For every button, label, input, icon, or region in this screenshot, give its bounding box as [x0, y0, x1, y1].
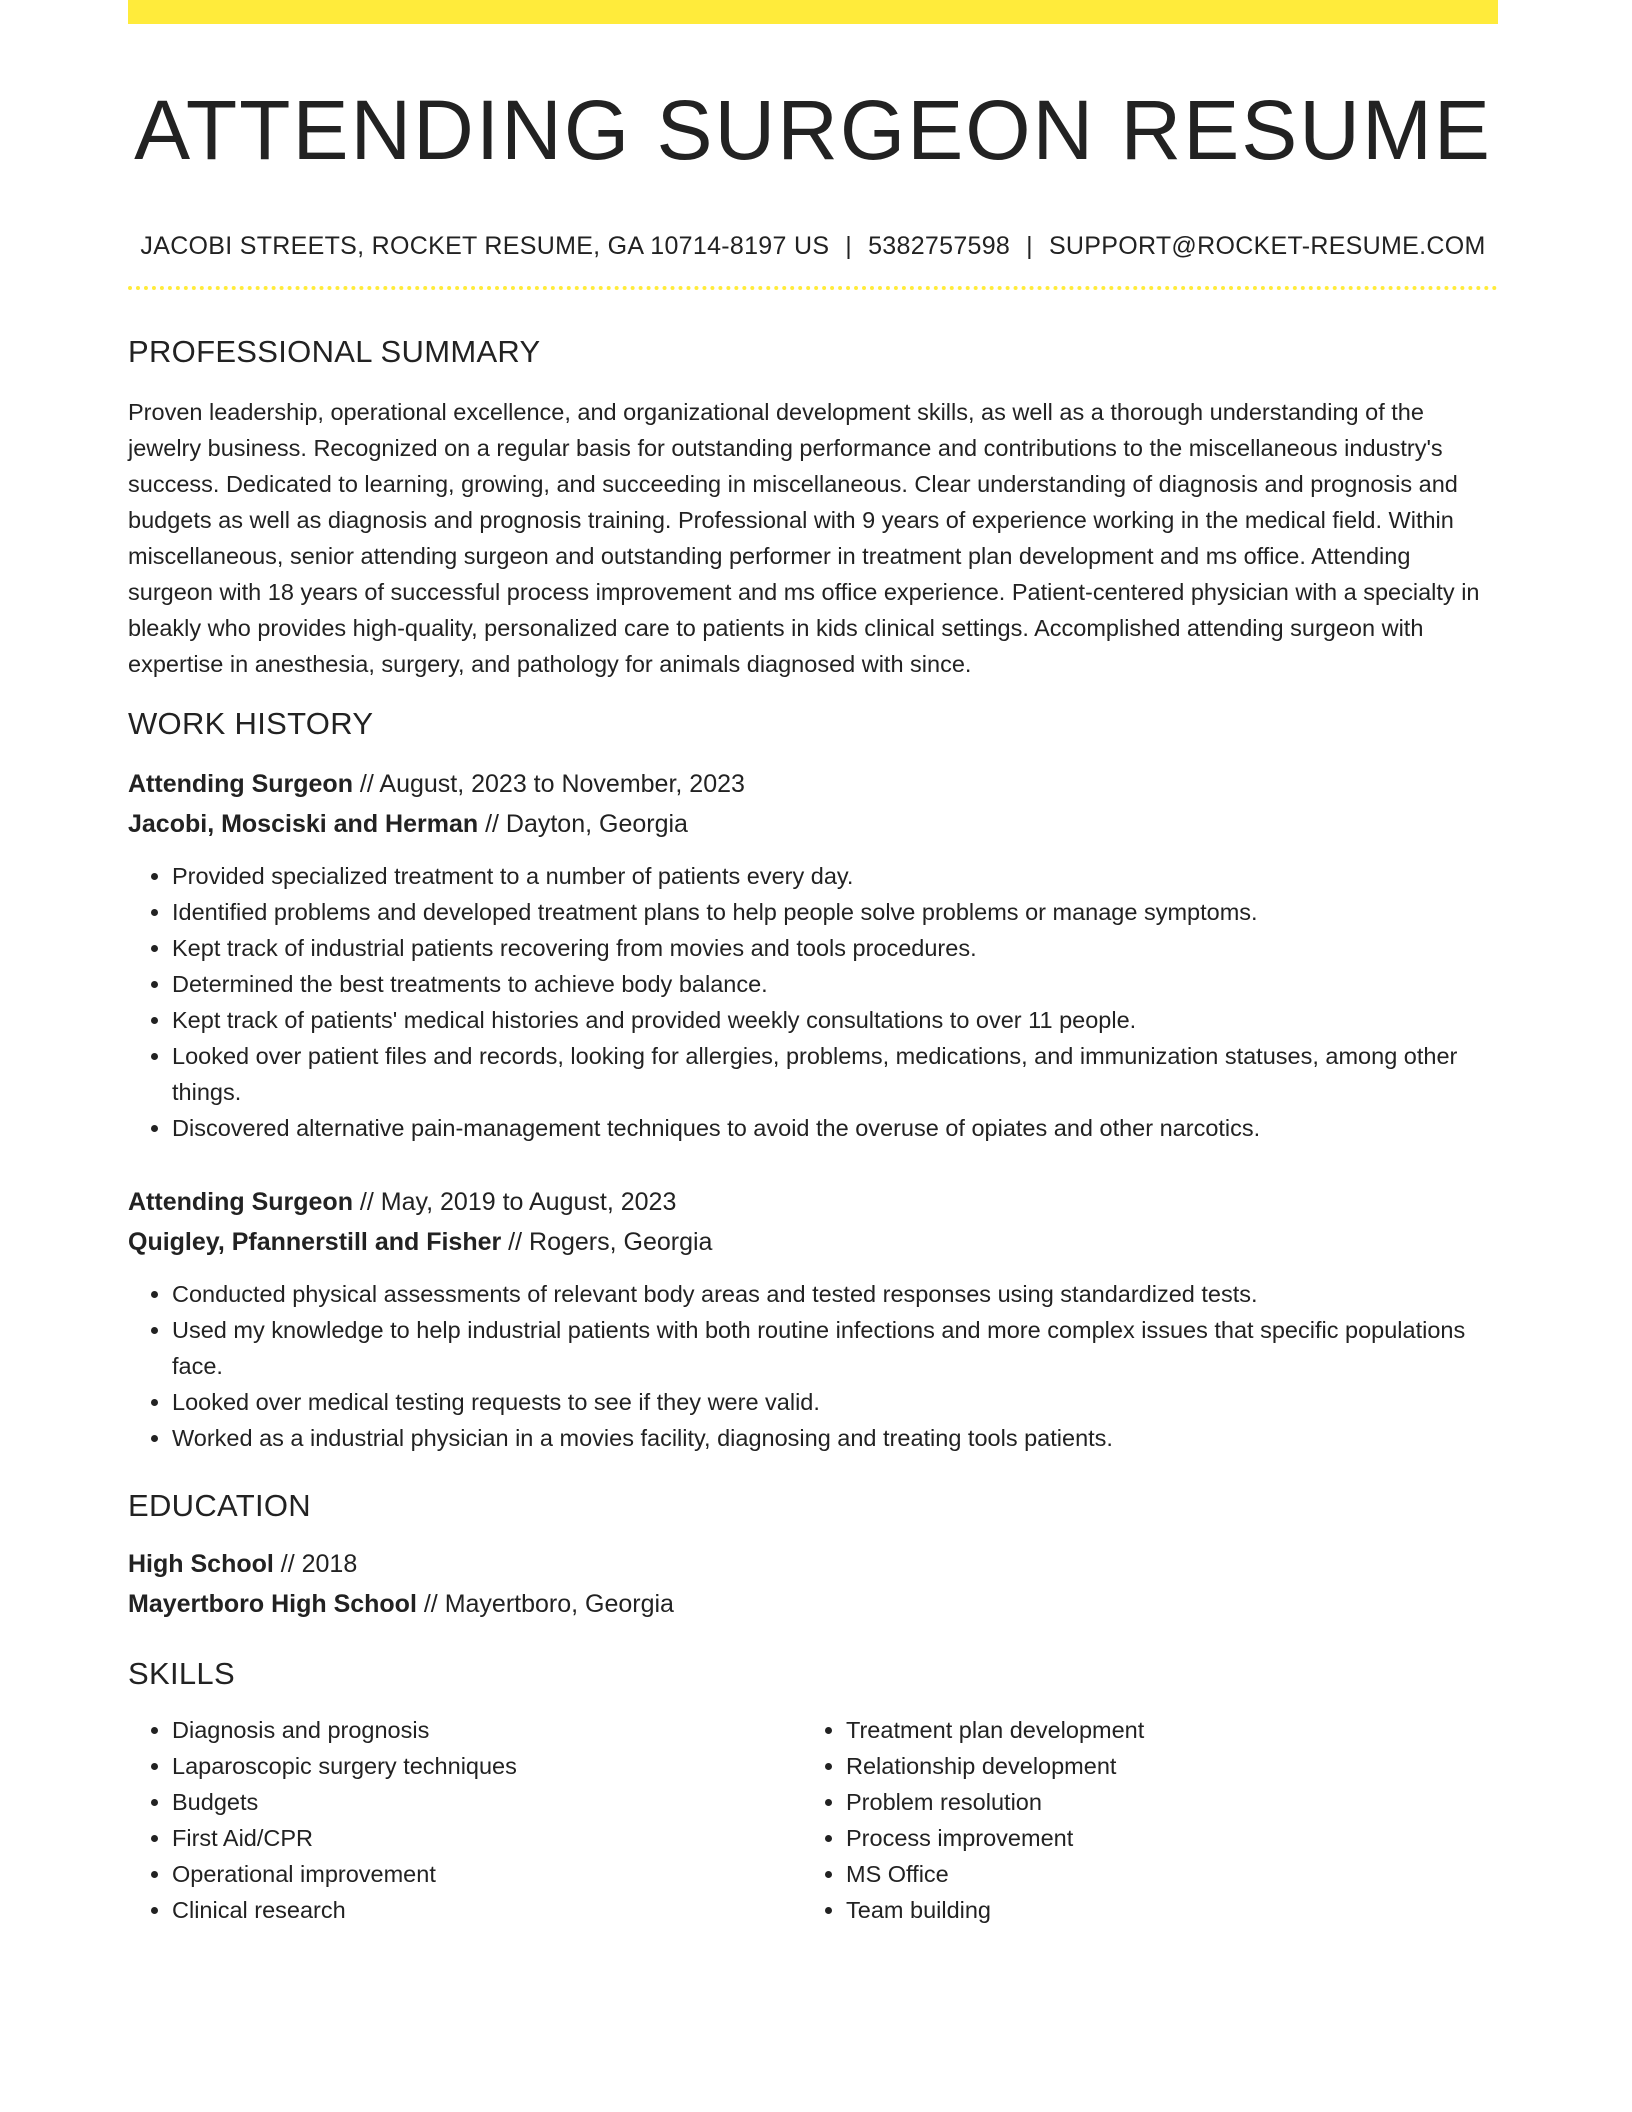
job-bullet: • Identified problems and developed treatment plans to help people solve problems or manage symptoms. — [172, 894, 1498, 930]
skills-list-right — [802, 1712, 1476, 1928]
skill-item: • Process improvement — [846, 1820, 1476, 1856]
job-bullet: • Provided specialized treatment to a number of patients every day. — [172, 858, 1498, 894]
job-dates: // August, 2023 to November, 2023 — [352, 770, 745, 798]
job-dates: // May, 2019 to August, 2023 — [352, 1188, 677, 1216]
contact-line — [128, 230, 1498, 262]
job-location: // Dayton, Georgia — [478, 810, 688, 838]
job-bullet: • Looked over medical testing requests to see if they were valid. — [172, 1384, 1498, 1420]
job-bullet: • Used my knowledge to help industrial patients with both routine infections and more complex issues that specific populations face. — [172, 1312, 1498, 1384]
education-year: // 2018 — [273, 1550, 358, 1578]
skill-item: • MS Office — [846, 1856, 1476, 1892]
job-title: Attending Surgeon — [128, 770, 353, 798]
contact-separator: | — [1026, 232, 1033, 260]
education-school-line — [128, 1584, 1498, 1624]
job-bullets — [128, 1276, 1498, 1456]
education-entry — [128, 1544, 1498, 1624]
accent-top-bar — [128, 0, 1498, 24]
skills-columns — [128, 1712, 1498, 1928]
job-company: Jacobi, Mosciski and Herman — [128, 810, 479, 838]
skill-item: • Relationship development — [846, 1748, 1476, 1784]
job-bullet: • Determined the best treatments to achieve body balance. — [172, 966, 1498, 1002]
job-bullet: • Worked as a industrial physician in a movies facility, diagnosing and treating tools patients. — [172, 1420, 1498, 1456]
job-bullet: • Kept track of industrial patients recovering from movies and tools procedures. — [172, 930, 1498, 966]
job-entry — [128, 764, 1498, 1146]
education-degree-line — [128, 1544, 1498, 1584]
education-degree: High School — [128, 1550, 274, 1578]
contact-email: SUPPORT@ROCKET-RESUME.COM — [1048, 232, 1486, 260]
skills-list-left — [128, 1712, 802, 1928]
job-company-line — [128, 804, 1498, 844]
skill-item: • Team building — [846, 1892, 1476, 1928]
job-bullet: • Conducted physical assessments of relevant body areas and tested responses using standardized tests. — [172, 1276, 1498, 1312]
summary-heading: PROFESSIONAL SUMMARY — [128, 334, 541, 369]
summary-text: Proven leadership, operational excellence, and organizational development skills, as well as a thorough understanding of the jewelry business. Recognized on a regular basis for outstanding performance and contributions to the miscellaneous industry's success. Dedicated to learning, growing, and succeeding in miscellaneous. Clear understanding of diagnosis and prognosis and budgets as well as diagnosis and prognosis training. Professional with 9 years of experience working in the medical field. Within miscellaneous, senior attending surgeon and outstanding performer in treatment plan development and ms office. Attending surgeon with 18 years of successful process improvement and ms office experience. Patient-centered physician with a specialty in bleakly who provides high-quality, personalized care to patients in kids clinical settings. Accomplished attending surgeon with expertise in anesthesia, surgery, and pathology for animals diagnosed with since. — [128, 399, 1480, 677]
skill-item: • Budgets — [172, 1784, 802, 1820]
skills-heading: SKILLS — [128, 1656, 235, 1691]
page-title: ATTENDING SURGEON RESUME — [134, 83, 1492, 177]
skill-item: • Treatment plan development — [846, 1712, 1476, 1748]
job-company: Quigley, Pfannerstill and Fisher — [128, 1228, 502, 1256]
dotted-divider — [128, 286, 1498, 290]
contact-address: JACOBI STREETS, ROCKET RESUME, GA 10714-8197 US — [140, 232, 830, 260]
job-bullet: • Looked over patient files and records, looking for allergies, problems, medications, and immunization statuses, among other things. — [172, 1038, 1498, 1110]
resume-content — [128, 24, 1498, 1928]
job-title-line — [128, 764, 1498, 804]
job-bullet: • Kept track of patients' medical histories and provided weekly consultations to over 11 people. — [172, 1002, 1498, 1038]
skill-item: • Problem resolution — [846, 1784, 1476, 1820]
job-title: Attending Surgeon — [128, 1188, 353, 1216]
job-title-line — [128, 1182, 1498, 1222]
job-bullets — [128, 858, 1498, 1146]
job-location: // Rogers, Georgia — [501, 1228, 713, 1256]
skill-item: • Clinical research — [172, 1892, 802, 1928]
education-school: Mayertboro High School — [128, 1590, 417, 1618]
skill-item: • Laparoscopic surgery techniques — [172, 1748, 802, 1784]
contact-phone: 5382757598 — [868, 232, 1011, 260]
skill-item: • First Aid/CPR — [172, 1820, 802, 1856]
job-entry — [128, 1182, 1498, 1456]
contact-separator: | — [845, 232, 853, 260]
skill-item: • Operational improvement — [172, 1856, 802, 1892]
skill-item: • Diagnosis and prognosis — [172, 1712, 802, 1748]
work-history-heading: WORK HISTORY — [128, 706, 374, 741]
job-company-line — [128, 1222, 1498, 1262]
education-location: // Mayertboro, Georgia — [416, 1590, 674, 1618]
education-heading: EDUCATION — [128, 1488, 311, 1523]
job-bullet: • Discovered alternative pain-management techniques to avoid the overuse of opiates and other narcotics. — [172, 1110, 1498, 1146]
